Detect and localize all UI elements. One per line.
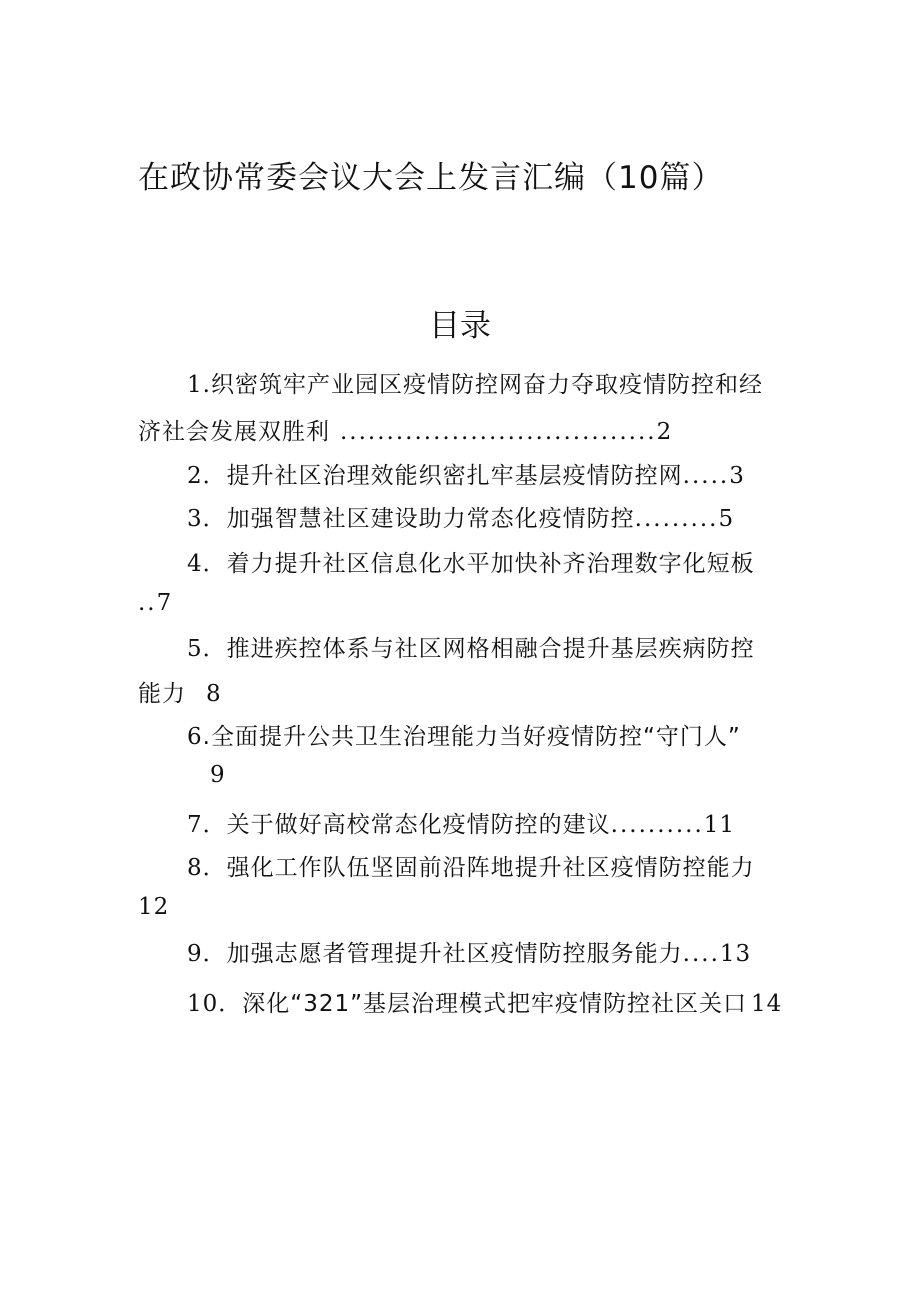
toc-entry-1-line1 bbox=[187, 366, 763, 399]
toc-entry-6-line1 bbox=[187, 718, 741, 751]
toc-entry-text: .全面提升公共卫生治理能力当好疫情防控“守门人” bbox=[202, 724, 741, 750]
toc-entry-number: 1. bbox=[187, 372, 211, 398]
toc-entry-text: ．推进疾控体系与社区网格相融合提升基层疾病防控 bbox=[202, 636, 755, 662]
toc-entry-number: 4 bbox=[187, 551, 203, 577]
toc-page-number: 9 bbox=[210, 762, 226, 788]
toc-page-number: 11 bbox=[703, 812, 736, 838]
document-title: 在政协常委会议大会上发言汇编（10篇） bbox=[138, 160, 724, 196]
toc-entry-8-line2 bbox=[138, 894, 169, 920]
toc-page-number: 7 bbox=[156, 590, 173, 616]
toc-entry-4-line2 bbox=[138, 590, 172, 616]
toc-entry-number: 5 bbox=[187, 636, 203, 662]
toc-entry-text: ．着力提升社区信息化水平加快补齐治理数字化短板 bbox=[202, 551, 755, 577]
toc-entry-text: ．加强智慧社区建设助力常态化疫情防控 bbox=[202, 506, 635, 532]
toc-entry-text: ．提升社区治理效能织密扎牢基层疫情防控网 bbox=[202, 463, 683, 489]
toc-entry-5-line1 bbox=[187, 630, 755, 663]
toc-entry-6-line2 bbox=[210, 762, 226, 788]
toc-entry-number: 9 bbox=[187, 941, 203, 967]
toc-leader-dots: ..... bbox=[682, 463, 730, 489]
toc-page-number: 14 bbox=[751, 991, 783, 1017]
toc-entry-text: ．强化工作队伍坚固前沿阵地提升社区疫情防控能力 bbox=[202, 855, 755, 881]
toc-entry-number: 3 bbox=[187, 506, 203, 532]
toc-entry-3 bbox=[187, 500, 734, 533]
toc-heading: 目录 bbox=[429, 308, 491, 344]
toc-entry-10 bbox=[187, 985, 782, 1018]
toc-entry-text: ．深化“321”基层治理模式把牢疫情防控社区关口 bbox=[218, 991, 748, 1017]
toc-leader-dots: ......... bbox=[634, 506, 719, 532]
toc-entry-text: ．关于做好高校常态化疫情防控的建议 bbox=[202, 812, 611, 838]
toc-entry-number: 7 bbox=[187, 812, 203, 838]
toc-entry-number: 10 bbox=[187, 991, 219, 1017]
toc-page-number: 3 bbox=[729, 463, 745, 489]
toc-entry-number: 2 bbox=[187, 463, 203, 489]
toc-leader-dots: .................................. bbox=[340, 419, 657, 445]
toc-entry-8-line1 bbox=[187, 849, 755, 882]
toc-leader-dots: .. bbox=[138, 590, 157, 616]
toc-entry-number: 8 bbox=[187, 855, 203, 881]
toc-leader-dots: .... bbox=[682, 941, 720, 967]
toc-entry-number: 6 bbox=[187, 724, 203, 750]
toc-entry-7 bbox=[187, 806, 735, 839]
toc-entry-text: 织密筑牢产业园区疫情防控网奋力夺取疫情防控和经 bbox=[210, 372, 763, 398]
toc-page-number: 13 bbox=[719, 941, 752, 967]
toc-entry-5-line2 bbox=[138, 675, 222, 708]
toc-entry-text: 济社会发展双胜利 bbox=[138, 419, 330, 445]
toc-page-number: 8 bbox=[206, 681, 222, 707]
toc-page-number: 12 bbox=[138, 894, 170, 920]
toc-entry-4-line1 bbox=[187, 545, 755, 578]
toc-page-number: 5 bbox=[718, 506, 735, 532]
toc-leader-dots: .......... bbox=[610, 812, 704, 838]
toc-entry-text: ．加强志愿者管理提升社区疫情防控服务能力 bbox=[202, 941, 683, 967]
toc-entry-1-line2 bbox=[138, 413, 672, 446]
toc-entry-9 bbox=[187, 935, 751, 968]
toc-entry-2 bbox=[187, 457, 745, 490]
toc-entry-text: 能力 bbox=[138, 681, 186, 707]
toc-page-number: 2 bbox=[656, 419, 673, 445]
